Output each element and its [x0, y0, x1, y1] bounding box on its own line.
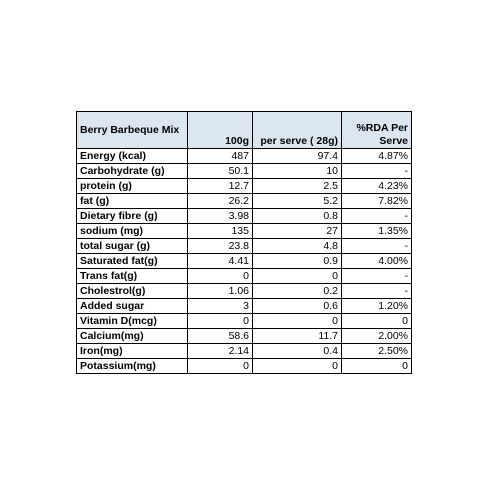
header-per-serve: per serve ( 28g)	[253, 112, 342, 149]
cell-100g: 2.14	[188, 344, 253, 359]
row-label: Energy (kcal)	[77, 149, 188, 164]
cell-per-serve: 0	[253, 359, 342, 374]
row-label: Calcium(mg)	[77, 329, 188, 344]
table-row	[77, 179, 412, 194]
table-row	[77, 239, 412, 254]
row-label: Dietary fibre (g)	[77, 209, 188, 224]
table-row	[77, 149, 412, 164]
cell-rda: -	[342, 209, 412, 224]
cell-per-serve: 5.2	[253, 194, 342, 209]
row-label: Saturated fat(g)	[77, 254, 188, 269]
table-row	[77, 329, 412, 344]
cell-100g: 0	[188, 359, 253, 374]
cell-per-serve: 0	[253, 269, 342, 284]
row-label: Trans fat(g)	[77, 269, 188, 284]
cell-100g: 0	[188, 269, 253, 284]
cell-rda: 0	[342, 314, 412, 329]
cell-per-serve: 0.6	[253, 299, 342, 314]
cell-100g: 135	[188, 224, 253, 239]
cell-per-serve: 0.8	[253, 209, 342, 224]
cell-rda: 4.23%	[342, 179, 412, 194]
cell-per-serve: 97.4	[253, 149, 342, 164]
row-label: total sugar (g)	[77, 239, 188, 254]
row-label: Potassium(mg)	[77, 359, 188, 374]
cell-100g: 12.7	[188, 179, 253, 194]
table-row	[77, 164, 412, 179]
cell-rda: 4.87%	[342, 149, 412, 164]
table-row	[77, 269, 412, 284]
cell-rda: -	[342, 284, 412, 299]
table-row	[77, 314, 412, 329]
cell-rda: -	[342, 269, 412, 284]
cell-per-serve: 27	[253, 224, 342, 239]
cell-per-serve: 2.5	[253, 179, 342, 194]
table-row	[77, 254, 412, 269]
cell-100g: 4.41	[188, 254, 253, 269]
cell-100g: 50.1	[188, 164, 253, 179]
cell-100g: 1.06	[188, 284, 253, 299]
table-row	[77, 209, 412, 224]
cell-100g: 487	[188, 149, 253, 164]
cell-rda: -	[342, 239, 412, 254]
row-label: Added sugar	[77, 299, 188, 314]
cell-100g: 0	[188, 314, 253, 329]
cell-per-serve: 0.9	[253, 254, 342, 269]
cell-100g: 23.8	[188, 239, 253, 254]
row-label: fat (g)	[77, 194, 188, 209]
cell-per-serve: 0	[253, 314, 342, 329]
cell-rda: 7.82%	[342, 194, 412, 209]
header-100g: 100g	[188, 112, 253, 149]
cell-rda: 0	[342, 359, 412, 374]
cell-100g: 3	[188, 299, 253, 314]
cell-per-serve: 10	[253, 164, 342, 179]
cell-100g: 3.98	[188, 209, 253, 224]
table-title: Berry Barbeque Mix	[77, 112, 188, 149]
row-label: sodium (mg)	[77, 224, 188, 239]
table-row	[77, 284, 412, 299]
nutrition-sheet	[76, 111, 412, 374]
table-row	[77, 359, 412, 374]
cell-per-serve: 4.8	[253, 239, 342, 254]
table-row	[77, 194, 412, 209]
table-row	[77, 344, 412, 359]
cell-rda: 1.20%	[342, 299, 412, 314]
row-label: Iron(mg)	[77, 344, 188, 359]
row-label: protein (g)	[77, 179, 188, 194]
cell-rda: 1.35%	[342, 224, 412, 239]
cell-100g: 26.2	[188, 194, 253, 209]
cell-per-serve: 11.7	[253, 329, 342, 344]
cell-per-serve: 0.4	[253, 344, 342, 359]
cell-per-serve: 0.2	[253, 284, 342, 299]
table-header-row	[77, 112, 412, 149]
cell-rda: 4.00%	[342, 254, 412, 269]
cell-100g: 58.6	[188, 329, 253, 344]
nutrition-table	[76, 111, 412, 374]
cell-rda: 2.00%	[342, 329, 412, 344]
row-label: Cholestrol(g)	[77, 284, 188, 299]
cell-rda: -	[342, 164, 412, 179]
table-row	[77, 224, 412, 239]
cell-rda: 2.50%	[342, 344, 412, 359]
row-label: Vitamin D(mcg)	[77, 314, 188, 329]
table-row	[77, 299, 412, 314]
header-rda: %RDA Per Serve	[342, 112, 412, 149]
row-label: Carbohydrate (g)	[77, 164, 188, 179]
